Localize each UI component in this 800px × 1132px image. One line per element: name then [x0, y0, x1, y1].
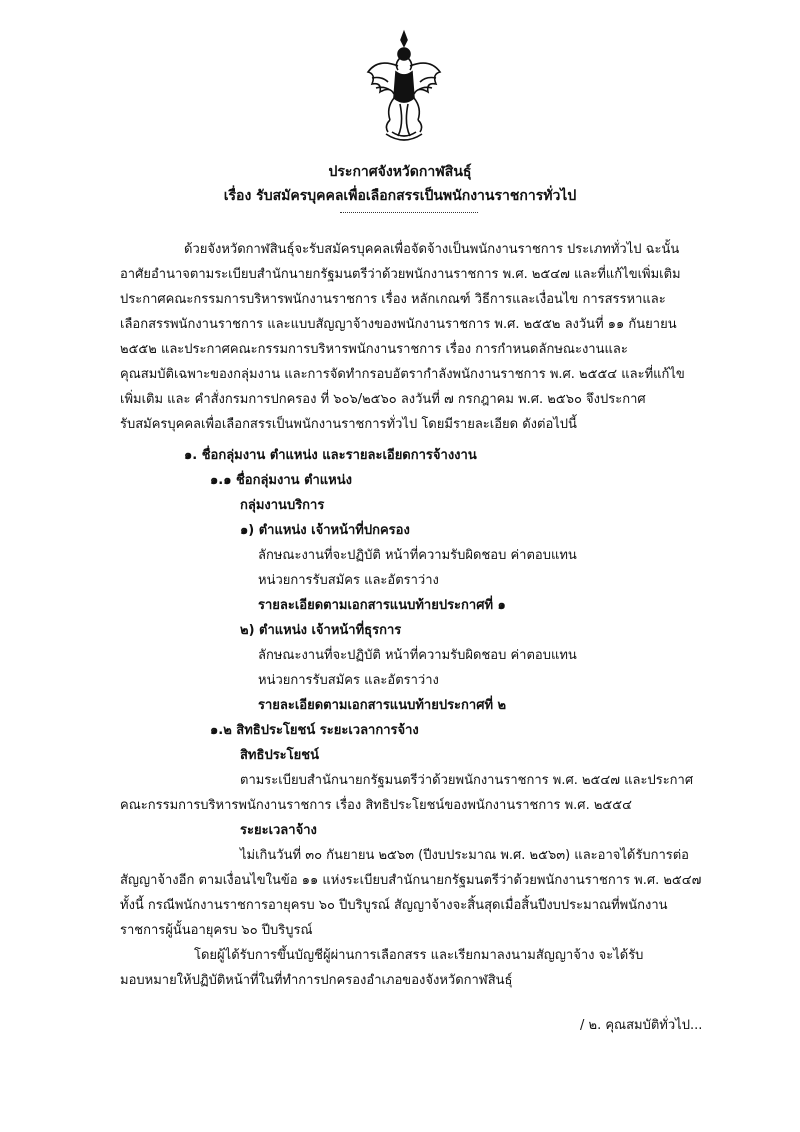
position-1-reference: รายละเอียดตามเอกสารแนบท้ายประกาศที่ ๑ [258, 598, 506, 613]
benefit-line: คณะกรรมการบริหารพนักงานราชการ เรื่อง สิทธิประโยชน์ของพนักงานราชการ พ.ศ. ๒๕๕๔ [120, 798, 632, 813]
intro-line: คุณสมบัติเฉพาะของกลุ่มงาน และการจัดทำกรอบอัตรากำลังพนักงานราชการ พ.ศ. ๒๕๕๔ และที่แก้ไข [120, 367, 685, 382]
section-1-1-heading: ๑.๑ ชื่อกลุ่มงาน ตำแหน่ง [210, 473, 352, 488]
section-1-2-heading: ๑.๒ สิทธิประโยชน์ ระยะเวลาการจ้าง [210, 723, 419, 738]
position-1-desc: หน่วยการรับสมัคร และอัตราว่าง [258, 573, 439, 588]
assignment-line: โดยผู้ได้รับการขึ้นบัญชีผู้ผ่านการเลือกสรร และเรียกมาลงนามสัญญาจ้าง จะได้รับ [194, 948, 644, 963]
intro-line: ๒๕๕๒ และประกาศคณะกรรมการบริหารพนักงานราชการ เรื่อง การกำหนดลักษณะงานและ [120, 342, 628, 357]
announcement-subject: เรื่อง รับสมัครบุคคลเพื่อเลือกสรรเป็นพนักงานราชการทั่วไป [223, 188, 577, 204]
period-line: ราชการผู้นั้นอายุครบ ๖๐ ปีบริบูรณ์ [120, 923, 313, 938]
assignment-line: มอบหมายให้ปฏิบัติหน้าที่ในที่ทำการปกครองอำเภอของจังหวัดกาฬสินธุ์ [120, 973, 513, 988]
position-2-desc: หน่วยการรับสมัคร และอัตราว่าง [258, 673, 439, 688]
intro-line: รับสมัครบุคคลเพื่อเลือกสรรเป็นพนักงานราชการทั่วไป โดยมีรายละเอียด ดังต่อไปนี้ [120, 417, 577, 432]
continuation-note: / ๒. คุณสมบัติทั่วไป... [580, 1018, 703, 1033]
intro-line: ประกาศคณะกรรมการบริหารพนักงานราชการ เรื่อง หลักเกณฑ์ วิธีการและเงื่อนไข การสรรหาและ [120, 292, 666, 307]
benefit-line: ตามระเบียบสำนักนายกรัฐมนตรีว่าด้วยพนักงานราชการ พ.ศ. ๒๕๔๗ และประกาศ [240, 773, 694, 788]
intro-line: เลือกสรรพนักงานราชการ และแบบสัญญาจ้างของพนักงานราชการ พ.ศ. ๒๕๕๒ ลงวันที่ ๑๑ กันยายน [120, 317, 677, 332]
benefit-heading: สิทธิประโยชน์ [240, 748, 319, 763]
position-2-title: ๒) ตำแหน่ง เจ้าหน้าที่ธุรการ [240, 623, 402, 638]
garuda-emblem-icon [364, 28, 444, 148]
period-line: สัญญาจ้างอีก ตามเงื่อนไขในข้อ ๑๑ แห่งระเบียบสำนักนายกรัฐมนตรีว่าด้วยพนักงานราชการ พ.ศ. ๒๕๔๗ [120, 873, 702, 888]
position-2-reference: รายละเอียดตามเอกสารแนบท้ายประกาศที่ ๒ [258, 698, 507, 713]
section-1-heading: ๑. ชื่อกลุ่มงาน ตำแหน่ง และรายละเอียดการจ้างงาน [184, 448, 477, 463]
period-line: ทั้งนี้ กรณีพนักงานราชการอายุครบ ๖๐ ปีบริบูรณ์ สัญญาจ้างจะสิ้นสุดเมื่อสิ้นปีงบประมาณที่พนักงาน [120, 898, 668, 913]
intro-line: อาศัยอำนาจตามระเบียบสำนักนายกรัฐมนตรีว่าด้วยพนักงานราชการ พ.ศ. ๒๕๔๗ และที่แก้ไขเพิ่มเติม [120, 267, 681, 282]
period-line: ไม่เกินวันที่ ๓๐ กันยายน ๒๕๖๓ (ปีงบประมาณ พ.ศ. ๒๕๖๓) และอาจได้รับการต่อ [240, 848, 689, 863]
title-divider [340, 212, 478, 213]
position-1-title: ๑) ตำแหน่ง เจ้าหน้าที่ปกครอง [240, 523, 410, 538]
position-1-desc: ลักษณะงานที่จะปฏิบัติ หน้าที่ความรับผิดชอบ ค่าตอบแทน [258, 548, 577, 563]
announcement-title: ประกาศจังหวัดกาฬสินธุ์ [328, 164, 472, 180]
intro-line: เพิ่มเติม และ คำสั่งกรมการปกครอง ที่ ๖๐๖/๒๕๖๐ ลงวันที่ ๗ กรกฎาคม พ.ศ. ๒๕๖๐ จึงประกาศ [120, 392, 646, 407]
position-2-desc: ลักษณะงานที่จะปฏิบัติ หน้าที่ความรับผิดชอบ ค่าตอบแทน [258, 648, 577, 663]
period-heading: ระยะเวลาจ้าง [240, 823, 317, 838]
group-name: กลุ่มงานบริการ [240, 498, 325, 513]
intro-line: ด้วยจังหวัดกาฬสินธุ์จะรับสมัครบุคคลเพื่อจัดจ้างเป็นพนักงานราชการ ประเภททั่วไป ฉะนั้น [184, 242, 680, 257]
